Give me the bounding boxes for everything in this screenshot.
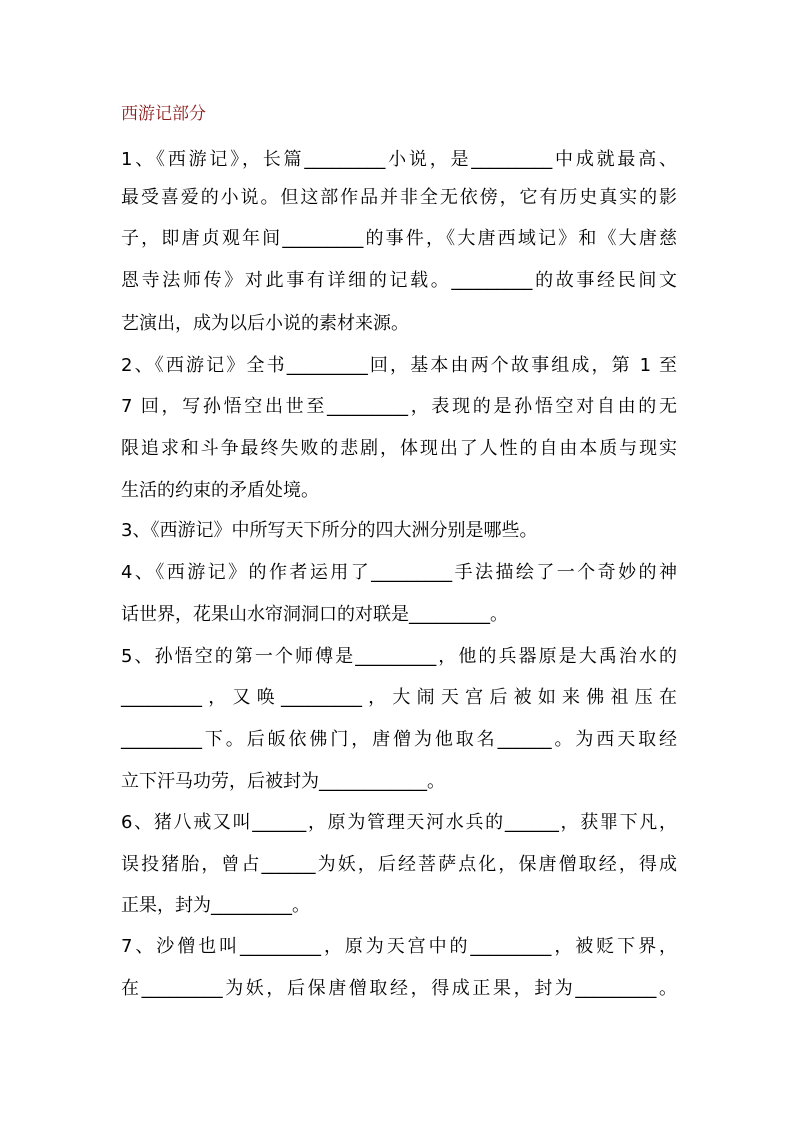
text-line: 限追求和斗争最终失败的悲剧，体现出了人性的自由本质与现实: [121, 438, 677, 459]
text-line: 5、孙悟空的第一个师傅是_________，他的兵器原是大禹治水的: [121, 646, 677, 667]
text-line: 6、猪八戒又叫______，原为管理天河水兵的______，获罪下凡，: [121, 812, 677, 833]
text-line: 最受喜爱的小说。但这部作品并非全无依傍，它有历史真实的影: [121, 187, 677, 208]
text-line: 1、《西游记》，长篇_________小说，是_________中成就最高、: [121, 149, 677, 170]
text-line: _________下。后皈依佛门，唐僧为他取名______。为西天取经: [121, 729, 677, 750]
text-line: _________，又唤_________，大闹天宫后被如来佛祖压在: [121, 687, 677, 708]
text-line: 2、《西游记》全书_________回，基本由两个故事组成，第 1 至: [121, 355, 677, 376]
text-line: 立下汗马功劳，后被封为____________。: [121, 771, 445, 792]
text-line: 正果，封为_________。: [121, 895, 310, 916]
text-line: 生活的约束的矛盾处境。: [121, 480, 319, 501]
section-heading: 西游记部分: [121, 104, 206, 124]
text-line: 恩寺法师传》对此事有详细的记载。_________的故事经民间文: [121, 270, 677, 291]
text-line: 4、《西游记》的作者运用了_________手法描绘了一个奇妙的神: [121, 562, 677, 583]
text-line: 误投猪胎，曾占______为妖，后经菩萨点化，保唐僧取经，得成: [121, 854, 677, 875]
text-line: 在_________为妖，后保唐僧取经，得成正果，封为_________。: [121, 978, 677, 999]
text-line: 艺演出，成为以后小说的素材来源。: [121, 313, 409, 334]
text-line: 子，即唐贞观年间_________的事件，《大唐西域记》和《大唐慈: [121, 228, 677, 249]
text-line: 7、沙僧也叫_________，原为天宫中的_________，被贬下界，: [121, 936, 677, 957]
text-line: 话世界，花果山水帘洞洞口的对联是_________。: [121, 604, 508, 625]
text-line: 7 回，写孙悟空出世至_________，表现的是孙悟空对自由的无: [121, 396, 677, 417]
text-line: 3、《西游记》中所写天下所分的四大洲分别是哪些。: [121, 520, 538, 541]
